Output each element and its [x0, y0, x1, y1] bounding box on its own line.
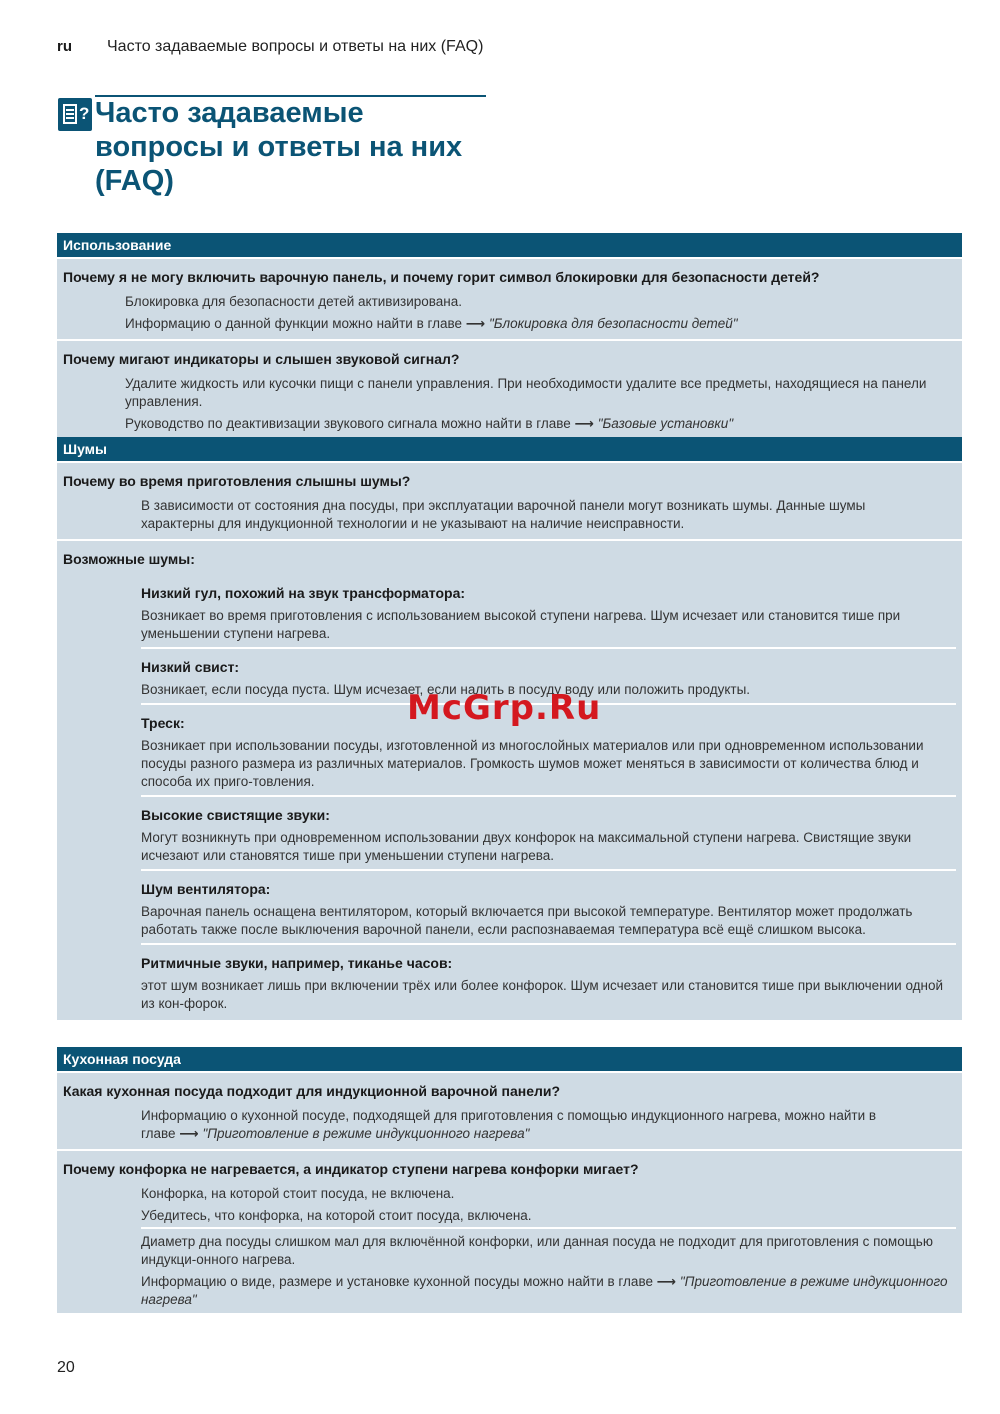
chapter-link[interactable]: "Блокировка для безопасности детей": [488, 316, 738, 331]
arrow-right-icon: ⟶: [465, 316, 486, 331]
faq-item: [57, 257, 962, 339]
noise-list: [141, 582, 956, 1017]
noise-description: Варочная панель оснащена вентилятором, который включается при высокой температуре. Вентилятор может продолжать работать также после выключения варочной панели, если распознаваемая температура всё ещё слишком высока.: [141, 904, 913, 937]
language-code: ru: [57, 38, 72, 55]
noise-title: Низкий гул, похожий на звук трансформатора:: [141, 585, 466, 601]
noise-item: [141, 795, 956, 869]
answer: Удалите жидкость или кусочки пищи с панели управления. При необходимости удалите все предметы, находящиеся на панели управления.: [125, 376, 927, 409]
noise-description: этот шум возникает лишь при включении трёх или более конфорок. Шум исчезает или становится тише при выключении одной из кон-форок.: [141, 978, 944, 1011]
noise-description: Возникает во время приготовления с использованием высокой ступени нагрева. Шум исчезает или становится тише при уменьшении ступени нагрева.: [141, 608, 901, 641]
question: Возможные шумы:: [63, 551, 195, 567]
faq-item: [57, 461, 962, 539]
arrow-right-icon: ⟶: [656, 1274, 677, 1289]
chapter-link[interactable]: "Базовые установки": [597, 416, 734, 431]
answer-text: Информацию о данной функции можно найти в главе: [125, 316, 463, 331]
answer-text: Информацию о виде, размере и установке кухонной посуды можно найти в главе: [141, 1274, 653, 1289]
answer-text: Информацию о кухонной посуде, подходящей для приготовления с помощью индукционного нагрева, можно найти в главе: [141, 1108, 877, 1141]
answer: Диаметр дна посуды слишком мал для включённой конфорки, или данная посуда не подходит для приготовления с помощью индукци-онного нагрева.: [141, 1227, 956, 1271]
answer-reference: [141, 1271, 956, 1311]
page-title: Часто задаваемые вопросы и ответы на них (FAQ): [95, 97, 463, 197]
noise-title: Ритмичные звуки, например, тиканье часов:: [141, 955, 453, 971]
noise-item: [141, 943, 956, 1017]
chapter-link[interactable]: "Приготовление в режиме индукционного нагрева": [202, 1126, 530, 1141]
noise-description: Возникает при использовании посуды, изготовленной из многослойных материалов или при одновременном использовании посуды разного размера из различных материалов. Громкость шумов может меняться в зависимости от количества блюд и способа их приго-товления.: [141, 738, 924, 789]
running-header-title: Часто задаваемые вопросы и ответы на них (FAQ): [107, 38, 484, 55]
answer: Конфорка, на которой стоит посуда, не включена.: [141, 1186, 455, 1201]
noise-item: [141, 869, 956, 943]
noise-title: Треск:: [141, 715, 185, 731]
section-usage: [57, 233, 962, 439]
question: Почему я не могу включить варочную панель, и почему горит символ блокировки для безопасности детей?: [63, 269, 820, 285]
answer-reference: [141, 1105, 896, 1145]
faq-document-icon: ?: [58, 98, 92, 131]
watermark: McGrp.Ru: [407, 688, 602, 728]
question: Почему мигают индикаторы и слышен звуковой сигнал?: [63, 351, 460, 367]
section-title-usage: Использование: [57, 233, 962, 257]
section-noises: [57, 437, 962, 1020]
answer: Блокировка для безопасности детей активизирована.: [125, 294, 463, 309]
arrow-right-icon: ⟶: [179, 1126, 199, 1141]
answer: Убедитесь, что конфорка, на которой стоит посуда, включена.: [141, 1208, 532, 1223]
section-cookware: [57, 1047, 962, 1313]
page-number: 20: [57, 1359, 75, 1376]
noise-description: Возникает, если посуда пуста. Шум исчезает, если налить в посуду воду или положить продукты.: [141, 682, 751, 697]
page-header: [57, 38, 483, 60]
noise-title: Шум вентилятора:: [141, 881, 271, 897]
answer: В зависимости от состояния дна посуды, при эксплуатации варочной панели могут возникать шумы. Данные шумы характерны для индукционной технологии и не указывают на наличие неисправности.: [141, 498, 866, 531]
section-title-noises: Шумы: [57, 437, 962, 461]
section-title-cookware: Кухонная посуда: [57, 1047, 962, 1071]
chapter-link[interactable]: "Приготовление в режиме индукционного нагрева": [141, 1274, 948, 1307]
answer-reference: [125, 413, 956, 435]
noise-title: Высокие свистящие звуки:: [141, 807, 330, 823]
question: Почему во время приготовления слышны шумы?: [63, 473, 411, 489]
faq-item: [57, 339, 962, 439]
faq-item: [57, 1149, 962, 1313]
answer-text: Руководство по деактивизации звукового сигнала можно найти в главе: [125, 416, 571, 431]
noise-title: Низкий свист:: [141, 659, 240, 675]
arrow-right-icon: ⟶: [574, 416, 594, 431]
noise-item: [141, 582, 956, 647]
answer-reference: [125, 313, 956, 335]
noise-description: Могут возникнуть при одновременном использовании двух конфорок на максимальной ступени нагрева. Свистящие звуки исчезают или становятся тише при уменьшении ступени нагрева.: [141, 830, 912, 863]
question: Почему конфорка не нагревается, а индикатор ступени нагрева конфорки мигает?: [63, 1161, 639, 1177]
faq-item: [57, 1071, 962, 1149]
faq-item: [57, 539, 962, 1020]
question: Какая кухонная посуда подходит для индукционной варочной панели?: [63, 1083, 561, 1099]
